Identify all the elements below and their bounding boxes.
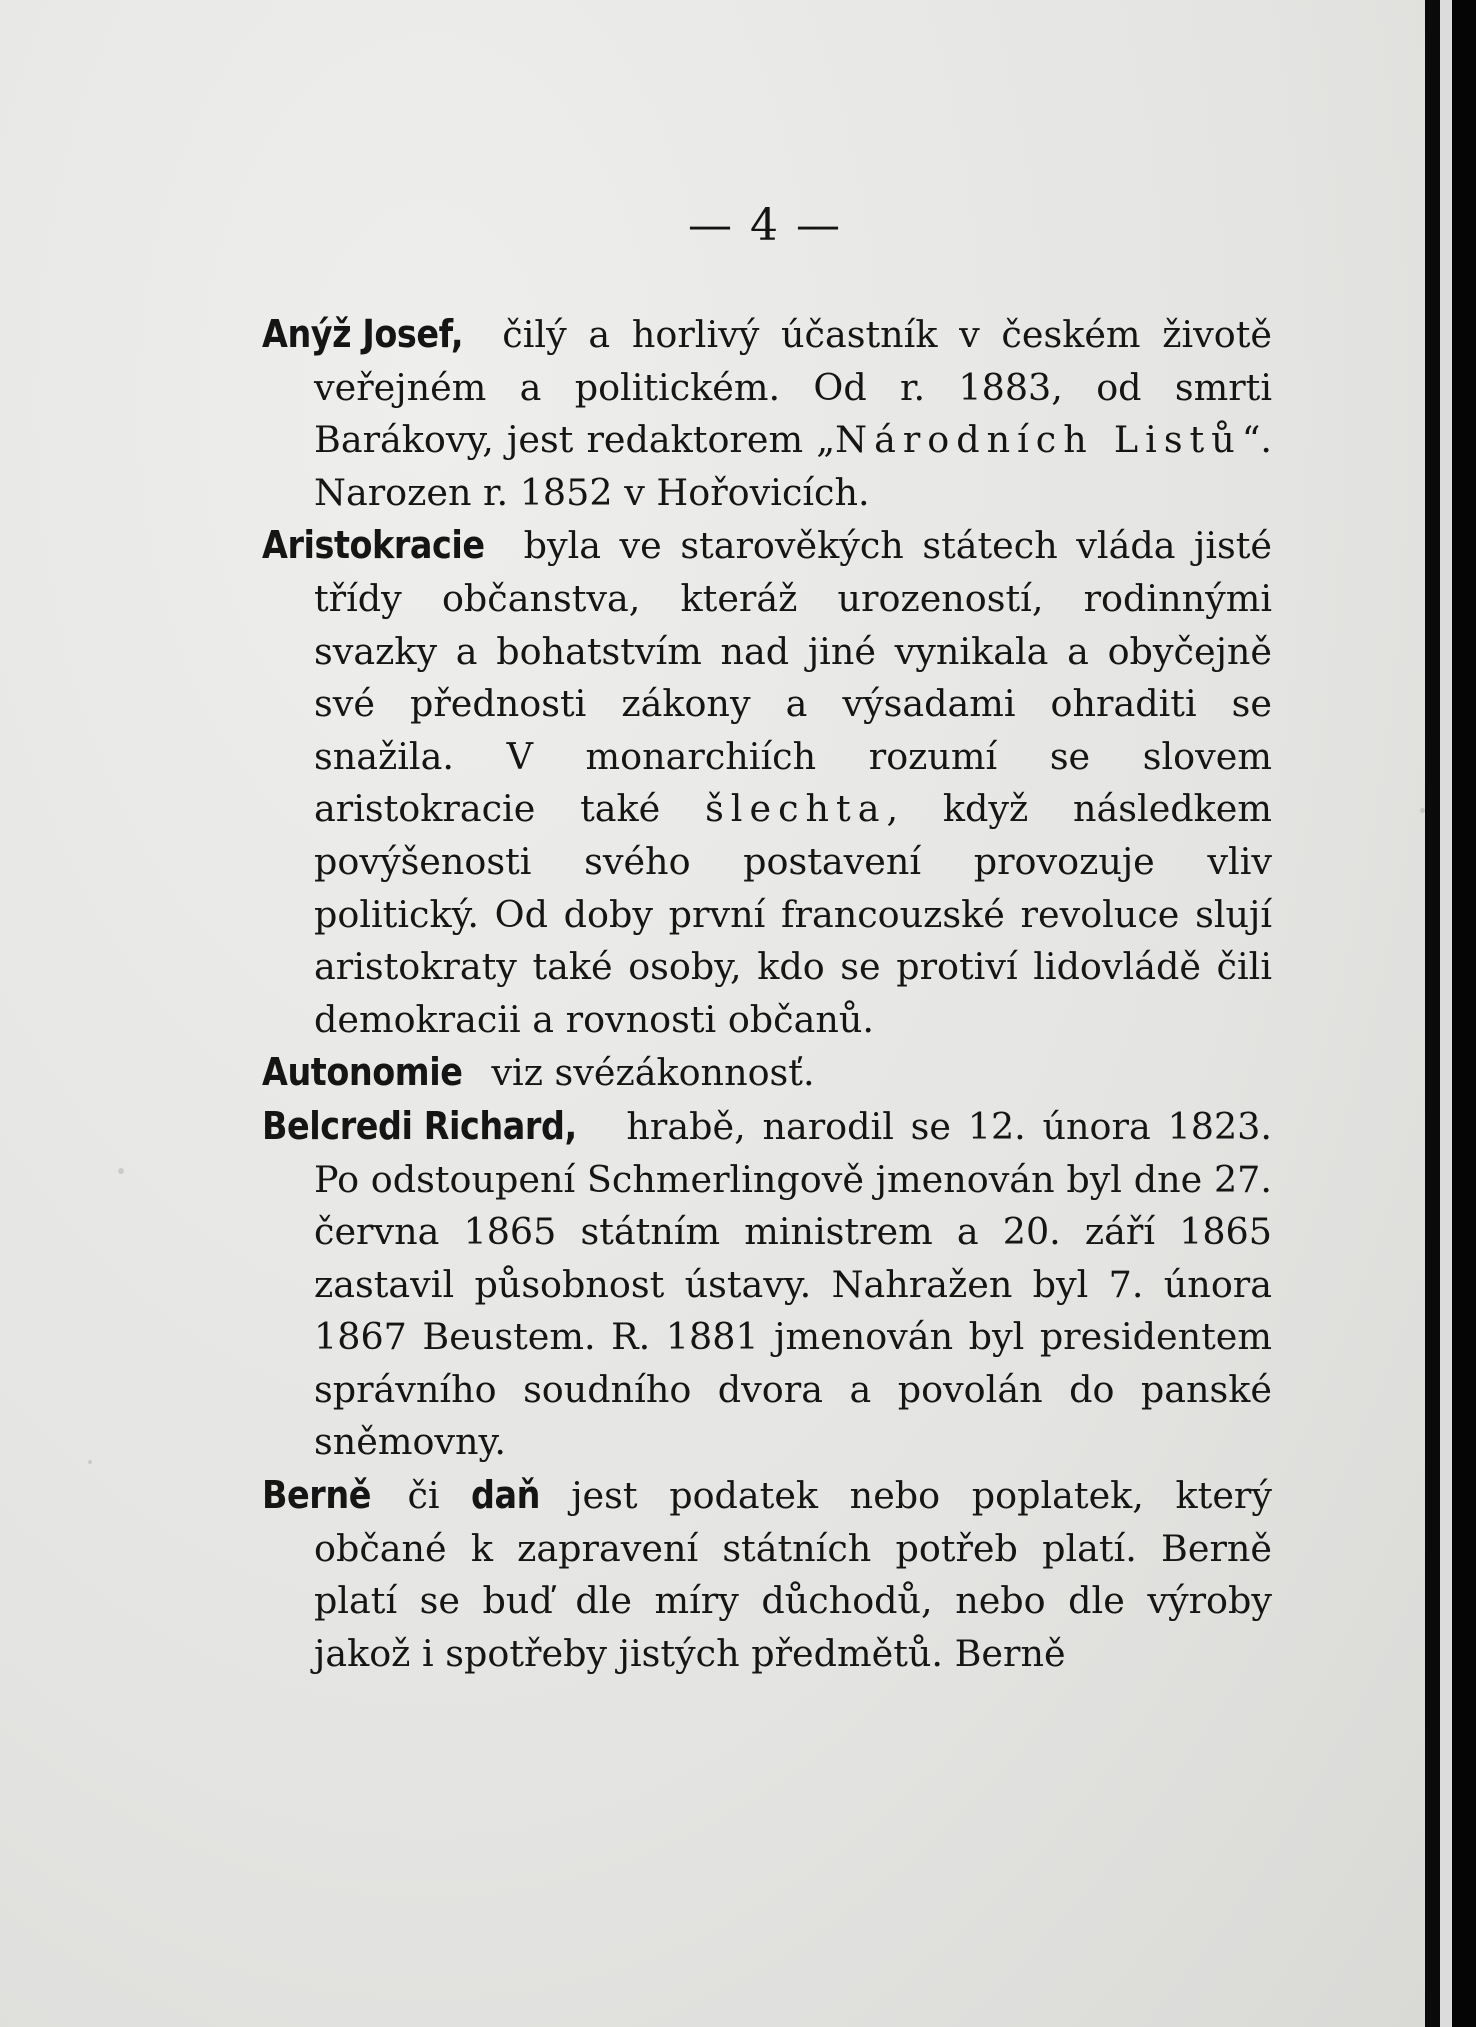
headword: Aristokracie [262, 523, 485, 568]
spaced-term: šlechta [705, 787, 887, 831]
page-edge-light [1440, 0, 1452, 2027]
headword-secondary: daň [471, 1473, 541, 1518]
entry-autonomie [262, 1046, 1272, 1100]
scan-speck [88, 1460, 92, 1464]
entry-text: byla ve starověkých státech vláda jisté třídy občanstva, kteráž urozeností, rodinnými svazky a bohatstvím nad jiné vynikala a obyčejně své přednosti zákony a výsadami ohraditi se snažila. V monarchiích rozumí se slovem aristokracie také [314, 524, 1272, 831]
entry-belcredi-richard [262, 1100, 1272, 1469]
dictionary-text [262, 308, 1272, 1680]
headword: Belcredi Richard, [262, 1103, 577, 1148]
entry-anyz-josef [262, 308, 1272, 519]
headword: Autonomie [262, 1050, 463, 1095]
page-edge-shadow [1452, 0, 1476, 2027]
entry-text: viz svézákonnosť. [479, 1051, 815, 1095]
entry-text-connector: či [375, 1474, 472, 1518]
entry-aristokracie [262, 519, 1272, 1046]
page-number: — 4 — [688, 200, 842, 251]
headword: Berně [262, 1473, 371, 1518]
scan-speck [118, 1168, 124, 1174]
entry-text-after: “. Narozen r. 1852 v Hořovicích. [314, 418, 1272, 514]
entry-text-after: , když následkem povýšenosti svého postavení provozuje vliv politický. Od doby první francouzské revoluce slují aristokraty také osoby, kdo se protiví lidovládě čili demokracii a rovnosti občanů. [314, 787, 1272, 1041]
entry-berne [262, 1469, 1272, 1680]
entry-text: čilý a horlivý účastník v českém životě veřejném a politickém. Od r. 1883, od smrti Barákovy, jest redaktorem „ [314, 313, 1272, 462]
entry-text: hrabě, narodil se 12. února 1823. Po odstoupení Schmerlingově jmenován byl dne 27. června 1865 státním ministrem a 20. září 1865 zastavil působnost ústavy. Nahražen byl 7. února 1867 Beustem. R. 1881 jmenován byl presidentem správního soudního dvora a povolán do panské sněmovny. [314, 1104, 1272, 1464]
headword: Anýž Josef, [262, 312, 464, 356]
entry-text: jest podatek nebo poplatek, který občané k zapravení státních potřeb platí. Berně platí se buď dle míry důchodů, nebo dle výroby jakož i spotřeby jistých předmětů. Berně [314, 1474, 1272, 1675]
spaced-term: Národních Listů [835, 418, 1242, 462]
